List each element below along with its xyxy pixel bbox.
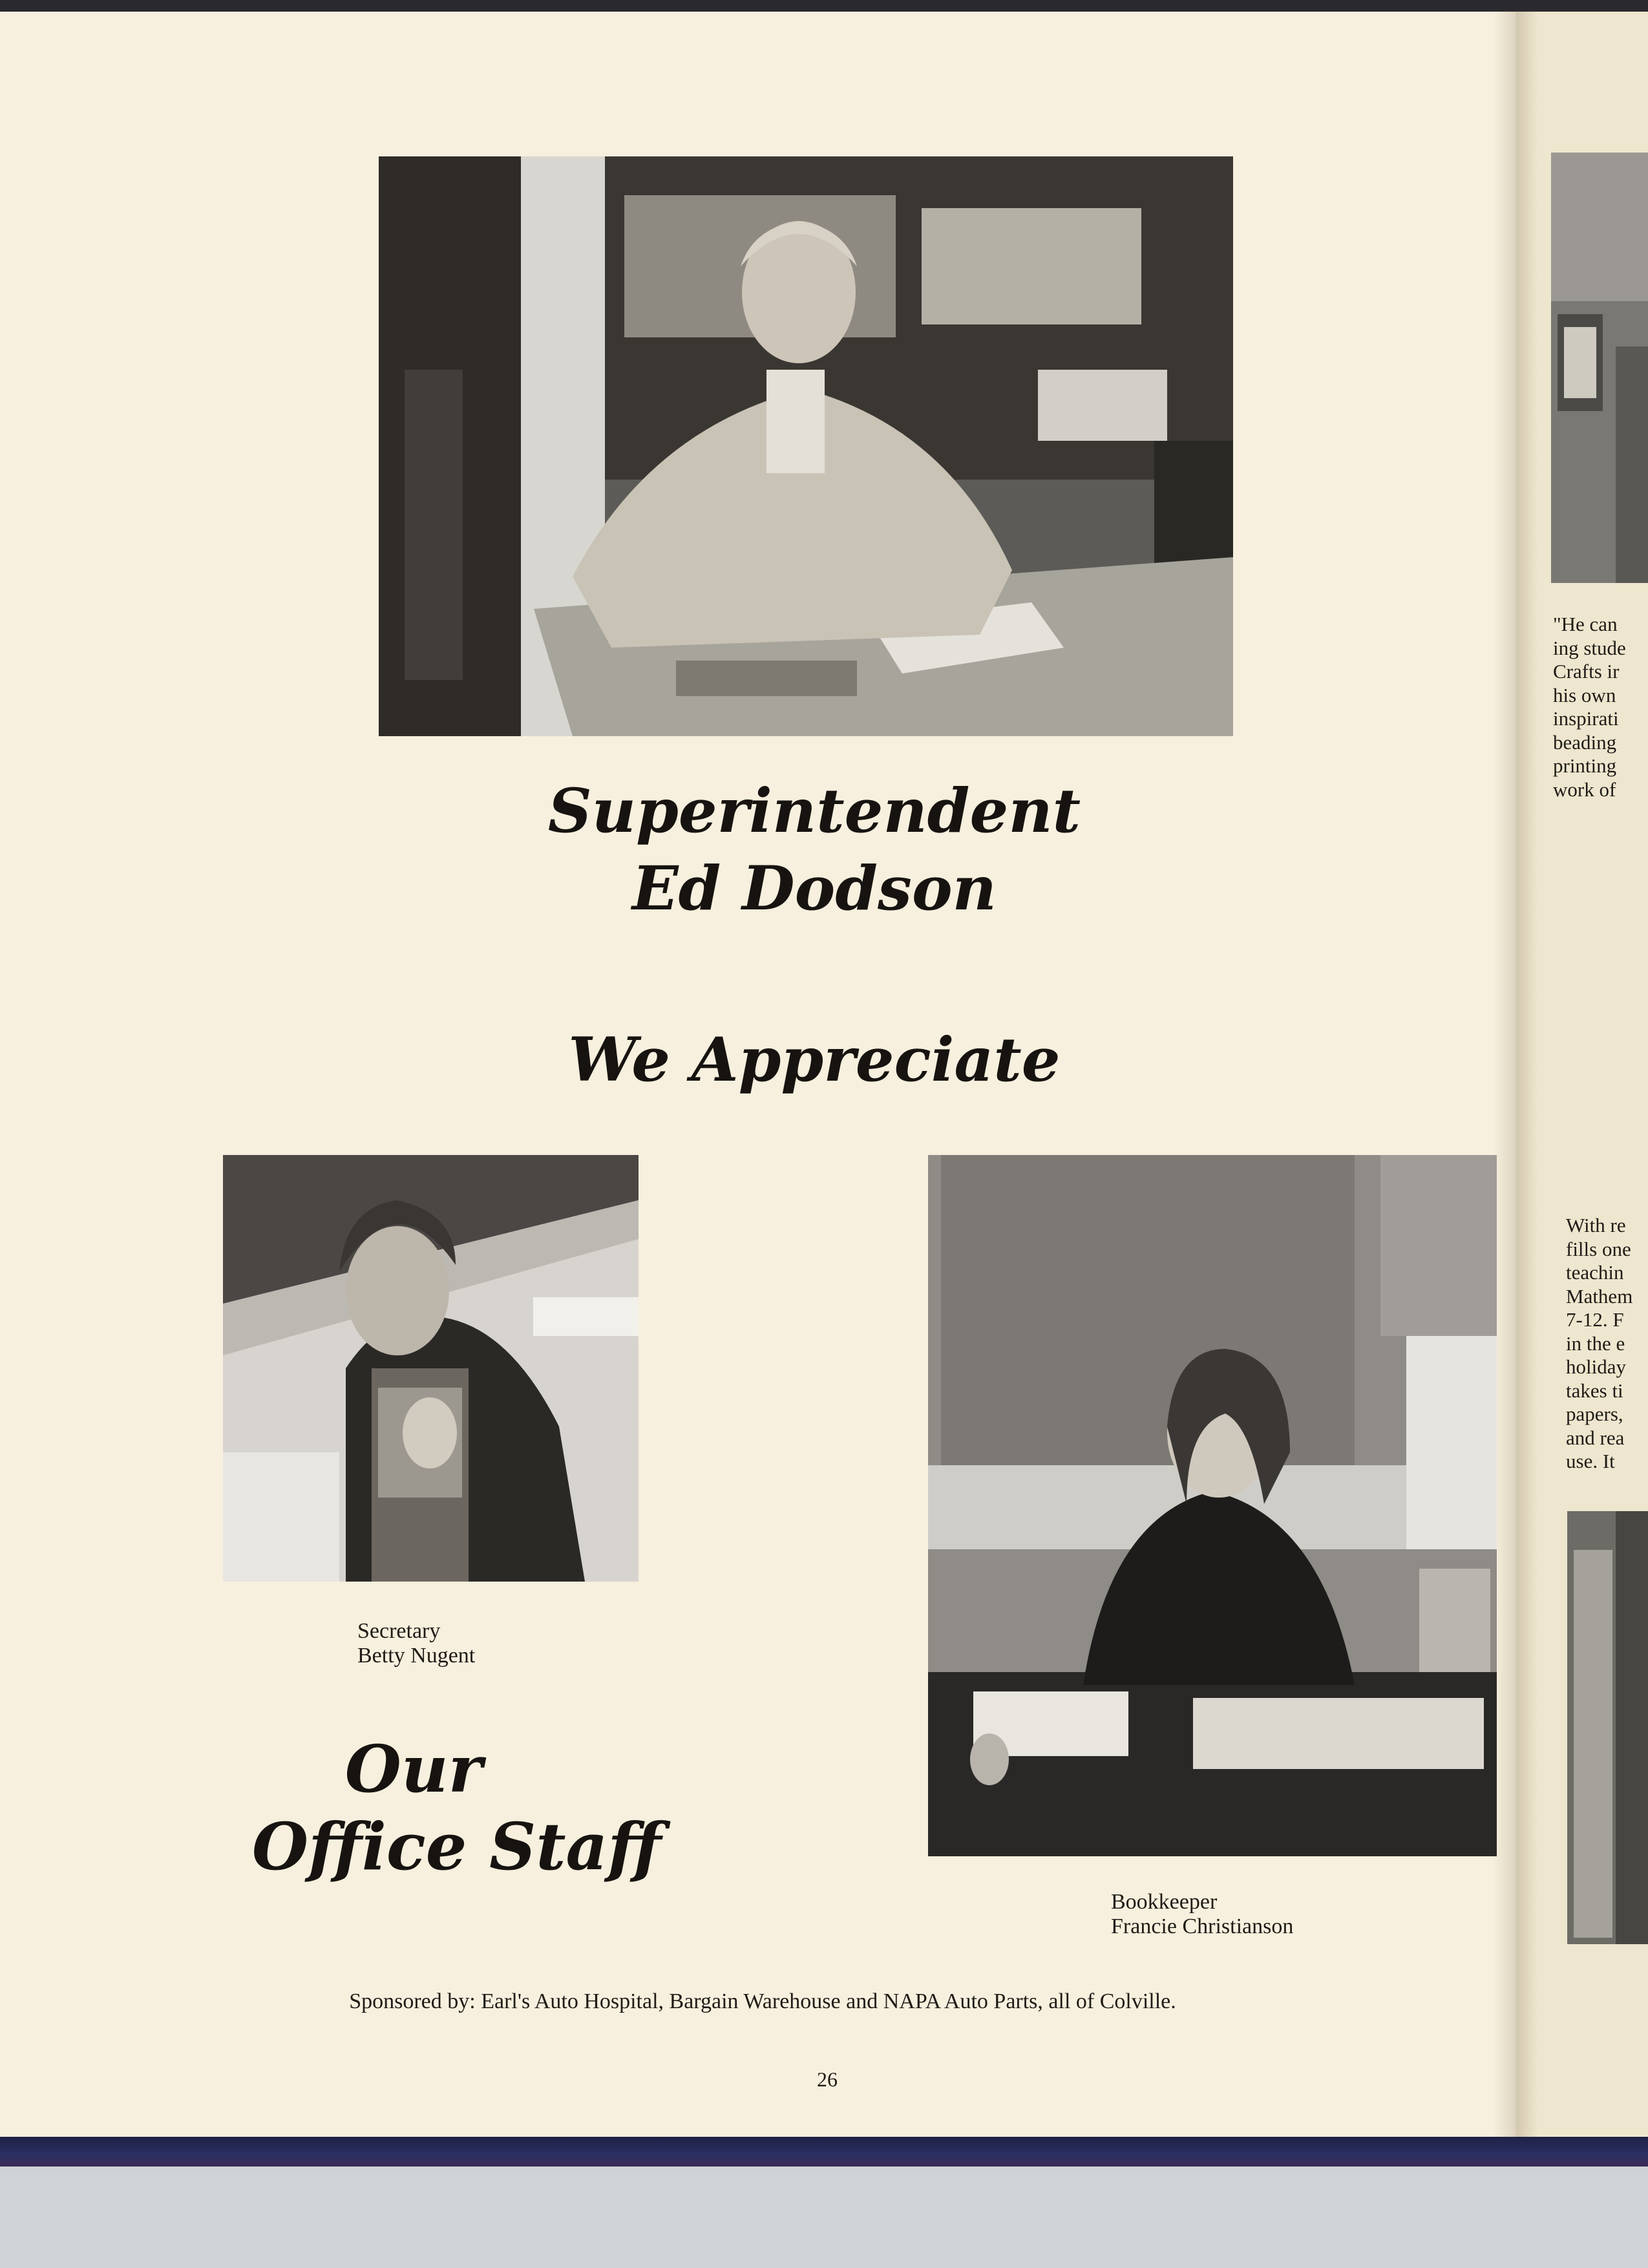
facing-text-line: and rea <box>1566 1426 1625 1449</box>
facing-text-line: work of <box>1553 778 1616 801</box>
facing-photo-bottom <box>1567 1511 1648 1944</box>
superintendent-photo <box>379 156 1233 736</box>
facing-text-line: papers, <box>1566 1403 1623 1425</box>
scan-border-top <box>0 0 1648 12</box>
bookkeeper-name: Francie Christianson <box>1111 1914 1294 1938</box>
facing-text-line: teachin <box>1566 1261 1624 1284</box>
superintendent-title: Superintendent <box>547 776 1081 847</box>
sponsor-line: Sponsored by: Earl's Auto Hospital, Bargain Warehouse and NAPA Auto Parts, all of Colville. <box>349 1989 1176 2013</box>
page-number: 26 <box>817 2068 838 2091</box>
facing-text-line: Mathem <box>1566 1284 1633 1308</box>
facing-text-line: "He can <box>1553 613 1618 635</box>
secretary-role: Secretary <box>357 1619 441 1643</box>
office-staff-heading-line1: Our <box>344 1731 483 1807</box>
superintendent-name: Ed Dodson <box>632 853 997 924</box>
facing-text-line: With re <box>1566 1214 1626 1236</box>
facing-text-line: inspirati <box>1553 707 1619 730</box>
facing-text-line: in the e <box>1566 1331 1625 1355</box>
facing-text-line: fills one <box>1566 1237 1631 1260</box>
scan-background <box>0 2167 1648 2268</box>
facing-text-line: beading <box>1553 730 1617 754</box>
facing-text-line: holiday <box>1566 1355 1626 1378</box>
facing-text-line: takes ti <box>1566 1379 1623 1402</box>
appreciation-heading: We Appreciate <box>568 1024 1061 1096</box>
facing-text-line: use. It <box>1566 1450 1615 1472</box>
facing-photo-top <box>1551 153 1648 583</box>
page-gutter-shadow <box>1493 12 1538 2139</box>
facing-text-line: ing stude <box>1553 636 1626 659</box>
facing-text-line: his own <box>1553 683 1616 706</box>
facing-text-line: Crafts ir <box>1553 660 1620 683</box>
bookkeeper-role: Bookkeeper <box>1111 1890 1218 1914</box>
yearbook-cover-edge <box>0 2137 1648 2167</box>
office-staff-heading-line2: Office Staff <box>252 1808 662 1885</box>
facing-text-line: 7-12. F <box>1566 1308 1624 1331</box>
facing-text-line: printing <box>1553 754 1617 777</box>
secretary-photo <box>223 1155 639 1582</box>
secretary-name: Betty Nugent <box>357 1644 476 1668</box>
bookkeeper-photo <box>928 1155 1497 1856</box>
